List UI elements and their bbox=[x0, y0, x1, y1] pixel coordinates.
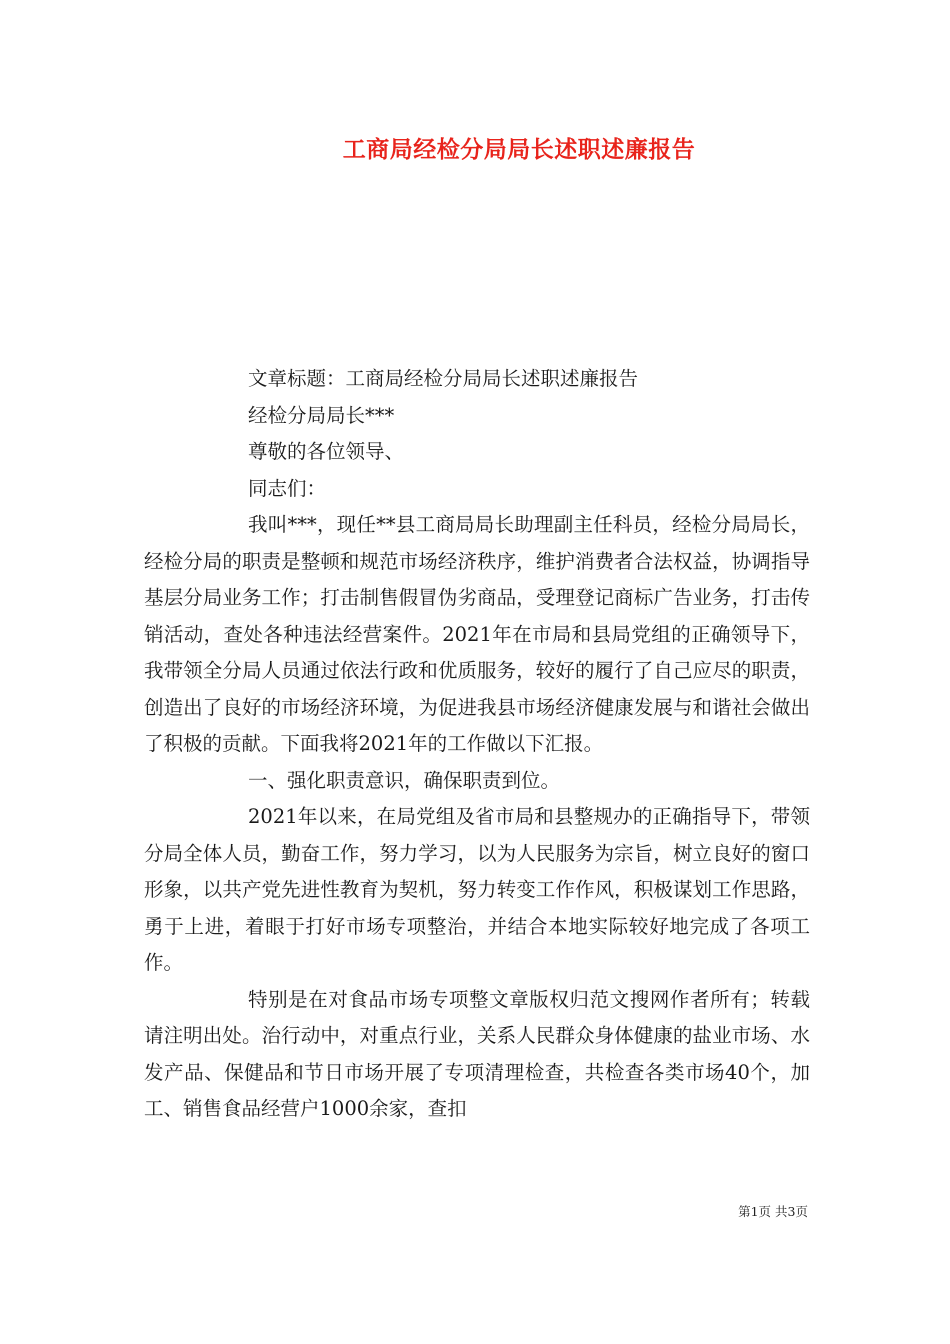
salutation-line: 尊敬的各位领导、 bbox=[248, 440, 405, 463]
page-number: 第1页 共3页 bbox=[738, 1204, 808, 1219]
paragraph-work-summary: 2021年以来，在局党组及省市局和县整规办的正确指导下，带领分局全体人员，勤奋工作，努力学习，以为人民服务为宗旨，树立良好的窗口形象，以共产党先进性教育为契机，努力转变工作作风，积极谋划工作思路，勇于上进，着眼于打好市场专项整治，并结合本地实际较好地完成了各项工作。 bbox=[144, 805, 810, 974]
author-line: 经检分局局长*** bbox=[248, 403, 395, 427]
paragraph-food-market: 特别是在对食品市场专项整文章版权归范文搜网作者所有；转载请注明出处。治行动中，对重点行业，关系人民群众身体健康的盐业市场、水发产品、保健品和节日市场开展了专项清理检查，共检查各类市场40个，加工、销售食品经营户1000余家，查扣 bbox=[144, 987, 810, 1120]
document-body bbox=[144, 361, 810, 1128]
paragraph-intro: 我叫***，现任**县工商局局长助理副主任科员，经检分局局长，经检分局的职责是整顿和规范市场经济秩序，维护消费者合法权益，协调指导基层分局业务工作；打击制售假冒伪劣商品，受理登记商标广告业务，打击传销活动，查处各种违法经营案件。2021年在市局和县局党组的正确领导下，我带领全分局人员通过依法行政和优质服务，较好的履行了自己应尽的职责，创造出了良好的市场经济环境，为促进我县市场经济健康发展与和谐社会做出了积极的贡献。下面我将2021年的工作做以下汇报。 bbox=[144, 513, 810, 755]
document-title: 工商局经检分局局长述职述廉报告 bbox=[342, 136, 696, 163]
salutation-line-2: 同志们： bbox=[248, 476, 327, 500]
article-title-line: 文章标题：工商局经检分局局长述职述廉报告 bbox=[248, 367, 639, 390]
section-heading-1: 一、强化职责意识，确保职责到位。 bbox=[248, 768, 561, 792]
